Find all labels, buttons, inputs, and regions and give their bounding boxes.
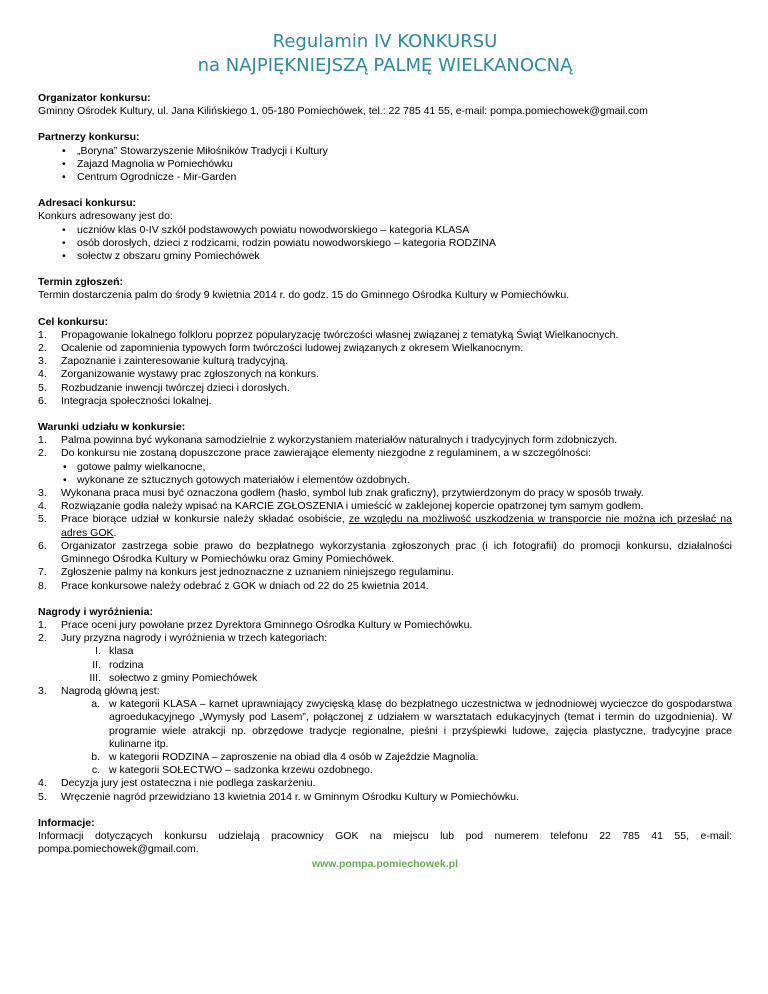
condition-underlined-text: ze względu na możliwość uszkodzenia w transporcie nie można ich przesłać na adres GOK — [61, 513, 732, 539]
goal-item-number: 3. — [38, 355, 47, 368]
awards-heading: Nagrody i wyróżnienia: — [38, 605, 153, 618]
addressees-list — [38, 224, 732, 264]
goal-item — [38, 382, 732, 395]
goal-item — [38, 329, 732, 342]
goal-item-number: 1. — [38, 328, 47, 341]
prize-item — [38, 764, 732, 777]
goal-item — [38, 395, 732, 408]
award-item — [38, 619, 732, 632]
organizer-text: Gminny Ośrodek Kultury, ul. Jana Kilińskiego 1, 05-180 Pomiechówek, tel.: 22 785 41 55, e-mail: pompa.pomiechowek@gmail.com — [38, 105, 648, 118]
condition-item-text: Zgłoszenie palmy na konkurs jest jednoznaczne z uznaniem niniejszego regulaminu. — [61, 566, 454, 579]
goal-item-text: Ocalenie od zapomnienia typowych form twórczości ludowej związanych z okresem Wielkanocnym. — [61, 342, 524, 355]
info-section — [38, 817, 732, 872]
deadline-heading: Termin zgłoszeń: — [38, 276, 123, 289]
condition-item-text: Prace biorące udział w konkursie należy składać osobiście, — [61, 513, 349, 526]
addressees-intro: Konkurs adresowany jest do: — [38, 210, 173, 223]
goal-item-text: Propagowanie lokalnego folkloru poprzez popularyzację twórczości własnej związanej z tematyką Świąt Wielkanocnych. — [61, 328, 619, 341]
goal-item-text: Zorganizowanie wystawy prac zgłoszonych na konkurs. — [61, 368, 319, 381]
prize-letter: c. — [91, 764, 100, 777]
excluded-items-list — [61, 461, 732, 487]
info-heading: Informacje: — [38, 816, 95, 829]
goal-item-text: Integracja społeczności lokalnej. — [61, 394, 212, 407]
condition-item-text: Palma powinna być wykonana samodzielnie z wykorzystaniem materiałów naturalnych i tradycyjnych form zdobniczych. — [61, 434, 618, 447]
category-number: II. — [92, 658, 101, 671]
category-text: klasa — [109, 645, 134, 658]
condition-item-text: Rozwiązanie godła należy wpisać na KARCIE ZGŁOSZENIA i umieścić w zaklejonej kopercie opatrzonej tym samym godłem. — [61, 500, 644, 513]
addressee-item: • osób dorosłych, dzieci z rodzicami, rodzin powiatu nowodworskiego – kategoria RODZINA — [38, 237, 732, 250]
award-item-number: 3. — [38, 684, 47, 697]
condition-item — [38, 580, 732, 593]
condition-item-number: 8. — [38, 579, 47, 592]
main-prizes-list — [38, 698, 732, 777]
category-item — [38, 645, 732, 658]
award-item — [38, 632, 732, 645]
goal-item-number: 5. — [38, 381, 47, 394]
deadline-text: Termin dostarczenia palm do środy 9 kwietnia 2014 r. do godz. 15 do Gminnego Ośrodka Kultury w Pomiechówku. — [38, 289, 570, 302]
award-item-text: Jury przyzna nagrody i wyróżnienia w trzech kategoriach: — [61, 632, 328, 645]
condition-item — [38, 513, 732, 539]
addressees-section — [38, 197, 732, 263]
category-item — [38, 672, 732, 685]
award-item-text: Prace oceni jury powołane przez Dyrektora Gminnego Ośrodka Kultury w Pomiechówku. — [61, 618, 473, 631]
prize-letter: a. — [91, 698, 100, 711]
category-number: III. — [89, 671, 101, 684]
condition-item-number: 1. — [38, 434, 47, 447]
partner-item: • „Boryna” Stowarzyszenie Miłośników Tradycji i Kultury — [38, 145, 732, 158]
condition-item — [38, 540, 732, 566]
award-item-number: 2. — [38, 632, 47, 645]
category-item — [38, 659, 732, 672]
conditions-heading: Warunki udziału w konkursie: — [38, 421, 186, 434]
prize-text: w kategorii RODZINA – zaproszenie na obiad dla 4 osób w Zajeździe Magnolia. — [109, 750, 479, 763]
goal-section — [38, 316, 732, 408]
award-item — [38, 685, 732, 698]
condition-item-number: 7. — [38, 566, 47, 579]
condition-item-number: 3. — [38, 487, 47, 500]
condition-item-number: 4. — [38, 500, 47, 513]
excluded-item: • wykonane ze sztucznych gotowych materiałów i elementów ozdobnych. — [61, 474, 732, 487]
addressee-item: • uczniów klas 0-IV szkół podstawowych powiatu nowodworskiego – kategoria KLASA — [38, 224, 732, 237]
awards-section — [38, 606, 732, 804]
category-number: I. — [95, 645, 101, 658]
goal-item — [38, 342, 732, 355]
condition-item-text: Wykonana praca musi być oznaczona godłem (hasło, symbol lub znak graficzny), przytwierdzonym do pracy w sposób trwały. — [61, 487, 644, 500]
title-line-2: na NAJPIĘKNIEJSZĄ PALMĘ WIELKANOCNĄ — [197, 55, 573, 76]
condition-item-number: 5. — [38, 513, 47, 526]
condition-item-end: . — [113, 526, 117, 539]
award-item-number: 4. — [38, 777, 47, 790]
condition-item — [38, 487, 732, 500]
award-item-text: Nagrodą główną jest: — [61, 684, 160, 697]
award-item — [38, 777, 732, 790]
prize-item — [38, 751, 732, 764]
prize-letter: b. — [91, 750, 100, 763]
addressee-item: • sołectw z obszaru gminy Pomiechówek — [38, 250, 732, 263]
award-item-text: Wręczenie nagród przewidziano 13 kwietnia 2014 r. w Gminnym Ośrodku Kultury w Pomiechówku. — [61, 790, 519, 803]
title-line-1: Regulamin IV KONKURSU — [272, 31, 498, 52]
award-item-text: Decyzja jury jest ostateczna i nie podlega zaskarżeniu. — [61, 777, 316, 790]
goal-item-number: 2. — [38, 342, 47, 355]
prize-text: w kategorii KLASA – karnet uprawniający zwycięską klasę do bezpłatnego uczestnictwa w jednodniowej wycieczce do gospodarstwa agroedukacyjnego „Wymysły pod Lasem”, połączonej z udziałem w warsztatach edukacyjnych (temat i termin do uzgodnienia). W programie wiele atrakcji np. obrzędowe tradycje regionalne, pieśni i przyśpiewki ludowe, zajęcia plastyczne, tradycyjne prace kulinarne itp. — [109, 698, 732, 750]
info-text: Informacji dotyczących konkursu udzielają pracownicy GOK na miejscu lub pod numerem telefonu 22 785 41 55, e-mail: pompa.pomiechowek@gmail.com. — [38, 829, 732, 856]
condition-item — [38, 447, 732, 487]
goal-heading: Cel konkursu: — [38, 315, 109, 328]
award-item-number: 5. — [38, 790, 47, 803]
organizer-section — [38, 92, 732, 118]
goal-item — [38, 355, 732, 368]
award-item-number: 1. — [38, 618, 47, 631]
partners-heading: Partnerzy konkursu: — [38, 131, 140, 144]
addressees-heading: Adresaci konkursu: — [38, 197, 137, 210]
excluded-item: • gotowe palmy wielkanocne, — [61, 461, 732, 474]
prize-item — [38, 698, 732, 751]
condition-item-text: Organizator zastrzega sobie prawo do bezpłatnego wykorzystania zgłoszonych prac (i ich fotografii) do promocji konkursu, działalności Gminnego Ośrodka Kultury w Pomiechówku oraz Gminy Pomiechówek. — [61, 539, 732, 566]
condition-item-text: Do konkursu nie zostaną dopuszczone prace zawierające elementy niezgodne z regulaminem, a w szczególności: — [61, 447, 591, 460]
goal-item-text: Rozbudzanie inwencji twórczej dzieci i dorosłych. — [61, 381, 290, 394]
condition-item-number: 6. — [38, 539, 47, 552]
condition-item-number: 2. — [38, 447, 47, 460]
conditions-section — [38, 421, 732, 593]
goal-list — [38, 329, 732, 408]
partners-list — [38, 145, 732, 185]
organizer-heading: Organizator konkursu: — [38, 92, 151, 104]
awards-list-end — [38, 777, 732, 803]
website-link[interactable]: www.pompa.pomiechowek.pl — [311, 858, 459, 871]
goal-item-number: 6. — [38, 394, 47, 407]
condition-item-text: Prace konkursowe należy odebrać z GOK w dniach od 22 do 25 kwietnia 2014. — [61, 579, 429, 592]
document-title — [38, 0, 732, 78]
partner-item: • Zajazd Magnolia w Pomiechówku — [38, 158, 732, 171]
conditions-list — [38, 434, 732, 592]
condition-item — [38, 500, 732, 513]
category-text: rodzina — [109, 658, 144, 671]
awards-list-continued — [38, 685, 732, 698]
deadline-section — [38, 276, 732, 302]
goal-item-text: Zapoznanie i zainteresowanie kulturą tradycyjną. — [61, 355, 289, 368]
goal-item — [38, 368, 732, 381]
partners-section — [38, 131, 732, 184]
categories-list — [38, 645, 732, 685]
partner-item: • Centrum Ogrodnicze - Mir-Garden — [38, 171, 732, 184]
award-item — [38, 791, 732, 804]
goal-item-number: 4. — [38, 368, 47, 381]
condition-item — [38, 566, 732, 579]
condition-item — [38, 434, 732, 447]
awards-list — [38, 619, 732, 645]
prize-text: w kategorii SOŁECTWO – sadzonka krzewu ozdobnego. — [109, 764, 373, 777]
category-text: sołectwo z gminy Pomiechówek — [109, 671, 258, 684]
